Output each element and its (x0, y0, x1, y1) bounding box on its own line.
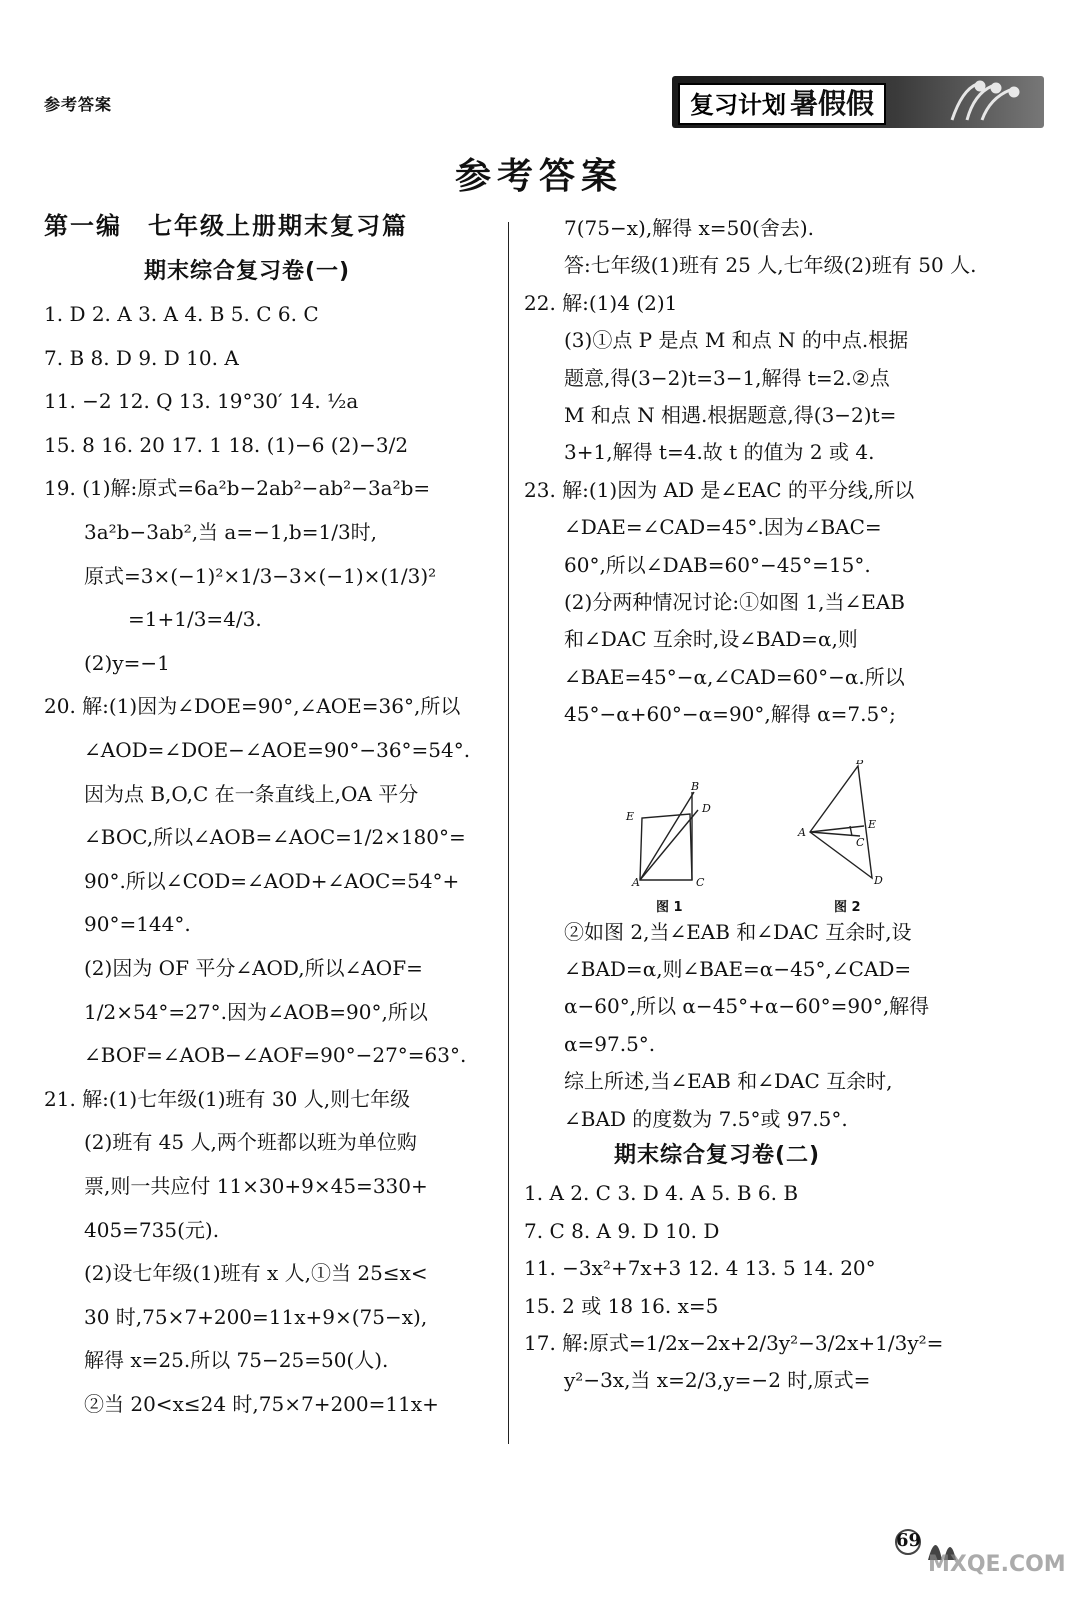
answer-line: (2)分两种情况讨论:①如图 1,当∠EAB (564, 590, 906, 614)
answer-line: y²−3x,当 x=2/3,y=−2 时,原式= (564, 1368, 871, 1393)
answer-line: 60°,所以∠DAB=60°−45°=15°. (564, 552, 871, 577)
answer-line: 19. (1)解:原式=6a²b−2ab²−ab²−3a²b= (44, 476, 431, 501)
answer-line: 22. 解:(1)4 (2)1 (524, 290, 678, 315)
answer-line: (2)设七年级(1)班有 x 人,①当 25≤x< (84, 1261, 428, 1286)
answer-line: =1+1/3=4/3. (128, 607, 262, 632)
fig1-label-e: E (626, 810, 635, 823)
series-banner (672, 76, 1044, 128)
figure-1-caption: 图 1 (656, 900, 683, 915)
geometry-figures (620, 760, 920, 895)
answer-line: ∠BOC,所以∠AOB=∠AOC=1/2×180°= (84, 825, 466, 850)
answer-line: ∠BAD 的度数为 7.5°或 97.5°. (564, 1106, 848, 1131)
answer-line: 405=735(元). (84, 1217, 220, 1242)
answer-line: ∠BAE=45°−α,∠CAD=60°−α.所以 (564, 664, 905, 689)
sub-title: 期末综合复习卷(一) (144, 259, 351, 284)
answer-line: α=97.5°. (564, 1031, 656, 1056)
answer-line: 和∠DAC 互余时,设∠BAD=α,则 (564, 627, 858, 652)
answer-line: 15. 8 16. 20 17. 1 18. (1)−6 (2)−3/2 (44, 432, 409, 457)
answer-line: 1. A 2. C 3. D 4. A 5. B 6. B (524, 1181, 799, 1206)
answer-line: 23. 解:(1)因为 AD 是∠EAC 的平分线,所以 (524, 477, 915, 502)
fig1-label-b: B (691, 780, 700, 793)
sub-title: 期末综合复习卷(二) (614, 1143, 821, 1168)
watermark: MXQE.COM (928, 1552, 1066, 1577)
answer-line: 11. −3x²+7x+3 12. 4 13. 5 14. 20° (524, 1256, 876, 1281)
answer-line: 7. C 8. A 9. D 10. D (524, 1218, 720, 1243)
fig2-label-e: E (868, 818, 877, 831)
fireworks-icon (922, 80, 1032, 124)
answer-line: (2)y=−1 (84, 650, 170, 675)
figure-2-caption: 图 2 (834, 900, 861, 915)
answer-line: 21. 解:(1)七年级(1)班有 30 人,则七年级 (44, 1086, 411, 1111)
answer-line: 综上所述,当∠EAB 和∠DAC 互余时, (564, 1069, 893, 1094)
answer-line: 1/2×54°=27°.因为∠AOB=90°,所以 (84, 999, 428, 1024)
answer-line: (2)因为 OF 平分∠AOD,所以∠AOF= (84, 956, 423, 980)
fig2-label-d: D (874, 874, 883, 887)
answer-line: 题意,得(3−2)t=3−1,解得 t=2.②点 (564, 365, 890, 390)
page-title: 参考答案 (454, 156, 623, 197)
answer-line: 15. 2 或 18 16. x=5 (524, 1293, 719, 1318)
figures-area (620, 760, 920, 915)
answer-line: ∠BOF=∠AOB−∠AOF=90°−27°=63°. (84, 1043, 467, 1068)
answer-line: ∠AOD=∠DOE−∠AOE=90°−36°=54°. (84, 738, 471, 762)
running-header: 参考答案 (44, 95, 113, 114)
fig1-label-c: C (696, 876, 705, 889)
column-divider (508, 222, 509, 1444)
answer-line: 90°.所以∠COD=∠AOD+∠AOC=54°+ (84, 868, 460, 893)
answer-line: α−60°,所以 α−45°+α−60°=90°,解得 (564, 994, 930, 1019)
answer-line: 解得 x=25.所以 75−25=50(人). (84, 1348, 389, 1373)
answer-line: 因为点 B,O,C 在一条直线上,OA 平分 (84, 781, 419, 806)
banner-main-text: 复习计划 (690, 91, 786, 119)
banner-accent-text: 暑假假 (790, 87, 875, 120)
answer-line: 90°=144°. (84, 912, 191, 937)
answer-line: (2)班有 45 人,两个班都以班为单位购 (84, 1130, 417, 1155)
answer-line: ∠DAE=∠CAD=45°.因为∠BAC= (564, 515, 882, 540)
answer-line: 3+1,解得 t=4.故 t 的值为 2 或 4. (564, 440, 875, 465)
answer-line: ∠BAD=α,则∠BAE=α−45°,∠CAD= (564, 957, 912, 981)
fig2-label-a: A (798, 826, 806, 839)
answer-line: M 和点 N 相遇.根据题意,得(3−2)t= (564, 403, 897, 427)
answer-line: 17. 解:原式=1/2x−2x+2/3y²−3/2x+1/3y²= (524, 1331, 944, 1355)
answer-line: ②如图 2,当∠EAB 和∠DAC 互余时,设 (564, 919, 912, 944)
answer-line: 30 时,75×7+200=11x+9×(75−x), (84, 1304, 428, 1329)
answer-line: 11. −2 12. Q 13. 19°30′ 14. ½a (44, 389, 359, 414)
page-number: 69 (896, 1530, 922, 1551)
answer-line: 1. D 2. A 3. A 4. B 5. C 6. C (44, 302, 319, 326)
answer-line: 7(75−x),解得 x=50(舍去). (564, 216, 814, 240)
answer-line: 20. 解:(1)因为∠DOE=90°,∠AOE=36°,所以 (44, 694, 461, 719)
answer-line: 答:七年级(1)班有 25 人,七年级(2)班有 50 人. (564, 253, 977, 278)
answer-line: (3)①点 P 是点 M 和点 N 的中点.根据 (564, 328, 909, 353)
fig1-label-d: D (702, 802, 711, 815)
fig2-label-c: C (856, 836, 865, 849)
fig2-label-b: B (856, 760, 865, 767)
fig1-label-a: A (632, 876, 640, 889)
answer-line: 票,则一共应付 11×30+9×45=330+ (84, 1174, 428, 1198)
banner-label (678, 83, 886, 125)
answer-line: 7. B 8. D 9. D 10. A (44, 345, 239, 370)
answer-line: 45°−α+60°−α=90°,解得 α=7.5°; (564, 702, 896, 727)
answer-line: ②当 20<x≤24 时,75×7+200=11x+ (84, 1392, 439, 1416)
answer-line: 原式=3×(−1)²×1/3−3×(−1)×(1/3)² (84, 563, 437, 588)
section-title: 第一编 七年级上册期末复习篇 (44, 212, 408, 240)
answer-line: 3a²b−3ab²,当 a=−1,b=1/3时, (84, 520, 378, 544)
